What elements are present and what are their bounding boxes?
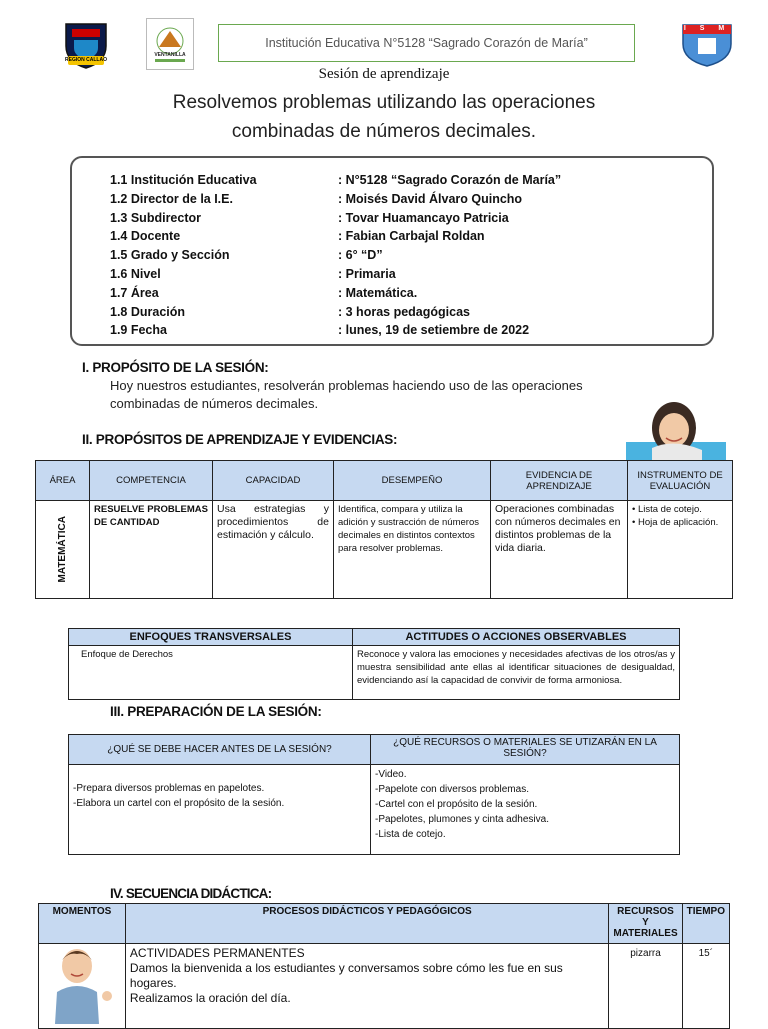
info-value: : lunes, 19 de setiembre de 2022: [338, 323, 530, 338]
th-momentos: MOMENTOS: [39, 904, 126, 944]
cell-competencia: RESUELVE PROBLEMAS DE CANTIDAD: [90, 501, 213, 599]
info-label: 1.3 Subdirector: [110, 210, 201, 225]
cell-capacidad: Usa estrategias y procedimientos de estimación y cálculo.: [213, 501, 334, 599]
resource-item: -Papelote con diversos problemas.: [375, 784, 529, 795]
cell-resources: [371, 765, 680, 855]
cell-procesos: [125, 944, 608, 1029]
info-value: : Moisés David Álvaro Quincho: [338, 191, 523, 206]
session-title-line2: combinadas de números decimales.: [231, 121, 537, 142]
th-area: ÁREA: [36, 461, 90, 501]
instrument-item: • Hoja de aplicación.: [632, 517, 719, 528]
th-recursos: RECURSOS Y MATERIALES: [609, 904, 682, 944]
cell-evidencia: Operaciones combinadas con números decimales en distintos problemas de la vida diaria.: [491, 501, 628, 599]
ventanilla-text: VENTANILLA: [154, 52, 186, 58]
activity-line1: Damos la bienvenida a los estudiantes y conversamos sobre cómo les fue en sus hogares.: [129, 961, 563, 990]
cell-enfoque: Enfoque de Derechos: [69, 646, 353, 700]
purpose-text: [110, 377, 583, 413]
preparation-heading: III. PREPARACIÓN DE LA SESIÓN:: [110, 704, 322, 719]
cell-recurso: pizarra: [609, 944, 682, 1029]
school-title: Institución Educativa N°5128 “Sagrado Corazón de María”: [265, 36, 588, 50]
resource-item: -Papelotes, plumones y cinta adhesiva.: [375, 814, 549, 825]
cell-momento: [39, 944, 126, 1029]
girl-illustration: [626, 398, 726, 460]
session-title-line1: Resolvemos problemas utilizando las operaciones: [172, 92, 596, 113]
region-callao-text: REGION CALLAO: [65, 57, 107, 63]
th-resources: ¿QUÉ RECURSOS O MATERIALES SE UTIZARÁN EN LA SESIÓN?: [371, 735, 680, 765]
info-label: 1.7 Área: [110, 285, 159, 300]
purpose-line2: combinadas de números decimales.: [110, 396, 319, 411]
learning-table: [35, 460, 733, 599]
th-enfoques: ENFOQUES TRANSVERSALES: [69, 629, 353, 646]
info-label: 1.1 Institución Educativa: [110, 173, 257, 187]
th-capacidad: CAPACIDAD: [213, 461, 334, 501]
region-callao-logo: [58, 20, 114, 72]
info-label: 1.8 Duración: [110, 304, 186, 319]
th-instrumento: INSTRUMENTO DE EVALUACIÓN: [628, 461, 733, 501]
purpose-heading: I. PROPÓSITO DE LA SESIÓN:: [82, 360, 269, 375]
info-value: : 3 horas pedagógicas: [338, 304, 470, 319]
ism-logo-text: I S M: [683, 25, 731, 32]
th-procesos: PROCESOS DIDÁCTICOS Y PEDAGÓGICOS: [125, 904, 608, 944]
resource-item: -Cartel con el propósito de la sesión.: [375, 799, 538, 810]
activity-line2: Realizamos la oración del día.: [129, 991, 291, 1005]
info-value: : Fabian Carbajal Roldan: [338, 229, 485, 244]
th-tiempo: TIEMPO: [682, 904, 729, 944]
info-label: 1.4 Docente: [110, 229, 181, 244]
cell-area: [36, 501, 90, 599]
session-title: [0, 88, 768, 146]
info-label: 1.6 Nivel: [110, 267, 161, 281]
sequence-table: [38, 903, 730, 1029]
info-value: : 6° “D”: [338, 248, 383, 263]
cell-instrumento: [628, 501, 733, 599]
info-value: : Matemática.: [338, 285, 418, 300]
before-item: -Prepara diversos problemas en papelotes.: [73, 782, 265, 794]
school-title-box: [218, 24, 635, 62]
info-label: 1.9 Fecha: [110, 323, 167, 338]
info-value: : N°5128 “Sagrado Corazón de María”: [338, 173, 562, 187]
session-label: Sesión de aprendizaje: [318, 66, 450, 82]
resource-item: -Video.: [375, 769, 407, 780]
sequence-heading: IV. SECUENCIA DIDÁCTICA:: [110, 886, 272, 901]
area-text: MATEMÁTICA: [57, 516, 68, 583]
info-label: 1.2 Director de la I.E.: [110, 191, 233, 206]
info-value: : Tovar Huamancayo Patricia: [338, 210, 509, 225]
before-item: -Elabora un cartel con el propósito de la sesión.: [73, 797, 285, 809]
resource-item: -Lista de cotejo.: [375, 829, 446, 840]
cell-desempeno: Identifica, compara y utiliza la adición y sustracción de números decimales en distintos contextos para resolver problemas.: [334, 501, 491, 599]
instrument-item: • Lista de cotejo.: [632, 504, 702, 515]
cell-actitud: Reconoce y valora las emociones y necesidades afectivas de los otros/as y muestra sensibilidad ante ellas al identificar situaciones de desigualdad, evidenciando así la capacidad de convivir de forma armoniosa.: [353, 646, 680, 700]
learning-heading: II. PROPÓSITOS DE APRENDIZAJE Y EVIDENCIAS:: [82, 432, 398, 447]
cell-tiempo: 15´: [682, 944, 729, 1029]
boy-illustration: [39, 944, 119, 1024]
enfoques-table: [68, 628, 680, 700]
th-desempeno: DESEMPEÑO: [334, 461, 491, 501]
th-evidencia: EVIDENCIA DE APRENDIZAJE: [491, 461, 628, 501]
preparation-table: [68, 734, 680, 855]
info-value: : Primaria: [338, 267, 396, 281]
th-before: ¿QUÉ SE DEBE HACER ANTES DE LA SESIÓN?: [69, 735, 371, 765]
activity-title: ACTIVIDADES PERMANENTES: [129, 946, 305, 960]
th-actitudes: ACTITUDES O ACCIONES OBSERVABLES: [353, 629, 680, 646]
info-label: 1.5 Grado y Sección: [110, 248, 230, 263]
purpose-line1: Hoy nuestros estudiantes, resolverán problemas haciendo uso de las operaciones: [110, 378, 583, 393]
ism-logo: [680, 22, 734, 68]
th-competencia: COMPETENCIA: [90, 461, 213, 501]
ventanilla-logo: [146, 18, 194, 70]
cell-before: [69, 765, 371, 855]
